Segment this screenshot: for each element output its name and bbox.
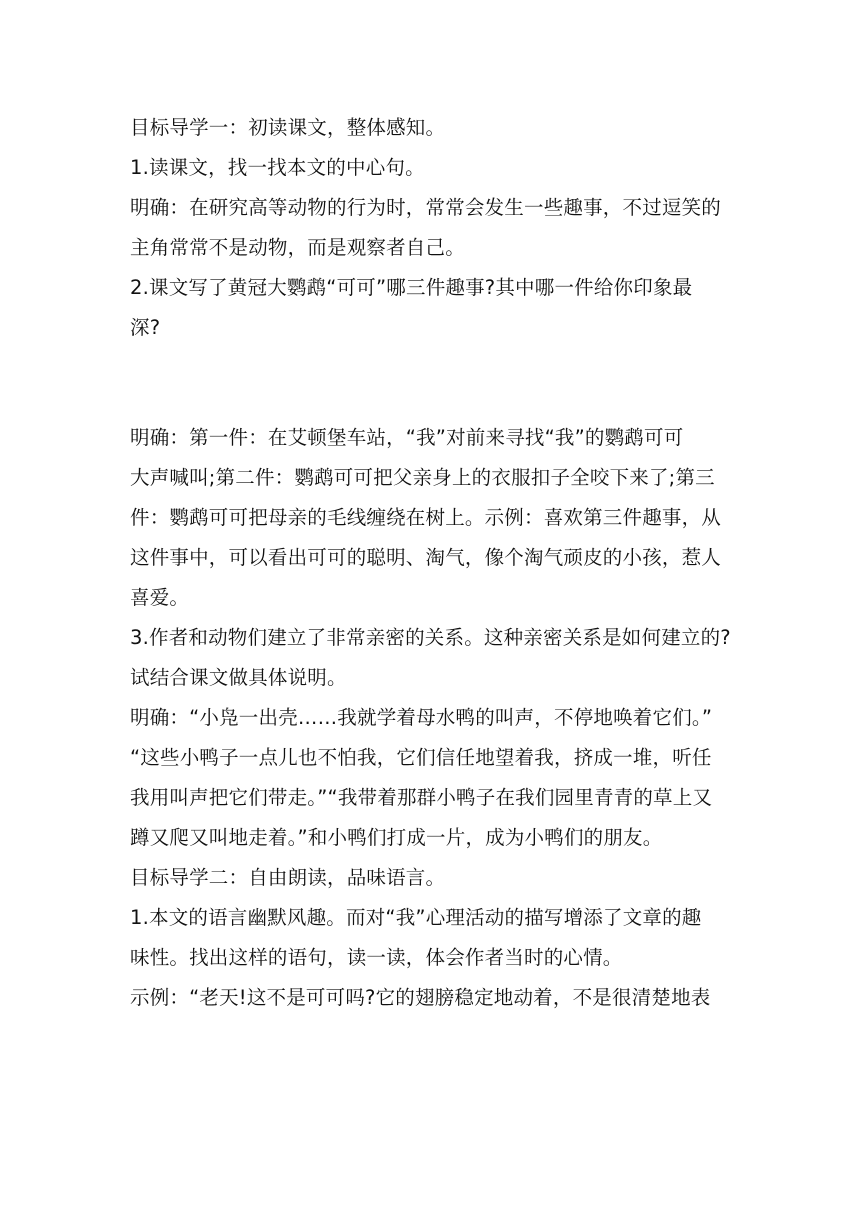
question-line: 试结合课文做具体说明。 xyxy=(130,666,347,689)
question-line: 2.课文写了黄冠大鹦鹉“可可”哪三件趣事?其中哪一件给你印象最 xyxy=(130,276,693,299)
blank-line xyxy=(130,348,740,388)
answer-line: 明确：第一件：在艾顿堡车站，“我”对前来寻找“我”的鹦鹉可可 xyxy=(130,426,684,449)
question-line: 1.读课文，找一找本文的中心句。 xyxy=(130,156,425,179)
answer-line: 蹲又爬又叫地走着。”和小鸭们打成一片，成为小鸭们的朋友。 xyxy=(130,826,663,849)
answer-line: 明确：“小凫一出壳……我就学着母水鸭的叫声，不停地唤着它们。” xyxy=(130,706,713,729)
answer-line: 喜爱。 xyxy=(130,586,190,609)
question-line: 3.作者和动物们建立了非常亲密的关系。这种亲密关系是如何建立的? xyxy=(130,626,731,649)
document-body xyxy=(130,108,740,1018)
answer-line: 大声喊叫;第二件：鹦鹉可可把父亲身上的衣服扣子全咬下来了;第三 xyxy=(130,466,715,489)
answer-line: 我用叫声把它们带走。”“我带着那群小鸭子在我们园里青青的草上又 xyxy=(130,786,713,809)
example-line: 示例：“老天!这不是可可吗?它的翅膀稳定地动着，不是很清楚地表 xyxy=(130,986,711,1009)
question-line: 1.本文的语言幽默风趣。而对“我”心理活动的描写增添了文章的趣 xyxy=(130,906,702,929)
question-line: 深? xyxy=(130,316,161,339)
answer-line: “这些小鸭子一点儿也不怕我，它们信任地望着我，挤成一堆，听任 xyxy=(130,746,712,769)
paragraph-gap xyxy=(130,388,740,418)
section-heading: 目标导学二：自由朗读，品味语言。 xyxy=(130,866,446,889)
answer-line: 明确：在研究高等动物的行为时，常常会发生一些趣事，不过逗笑的 xyxy=(130,196,722,219)
answer-line: 这件事中，可以看出可可的聪明、淘气，像个淘气顽皮的小孩，惹人 xyxy=(130,546,722,569)
section-heading: 目标导学一：初读课文，整体感知。 xyxy=(130,116,446,139)
answer-line: 主角常常不是动物，而是观察者自己。 xyxy=(130,236,465,259)
question-line: 味性。找出这样的语句，读一读，体会作者当时的心情。 xyxy=(130,946,623,969)
answer-line: 件：鹦鹉可可把母亲的毛线缠绕在树上。示例：喜欢第三件趣事，从 xyxy=(130,506,722,529)
